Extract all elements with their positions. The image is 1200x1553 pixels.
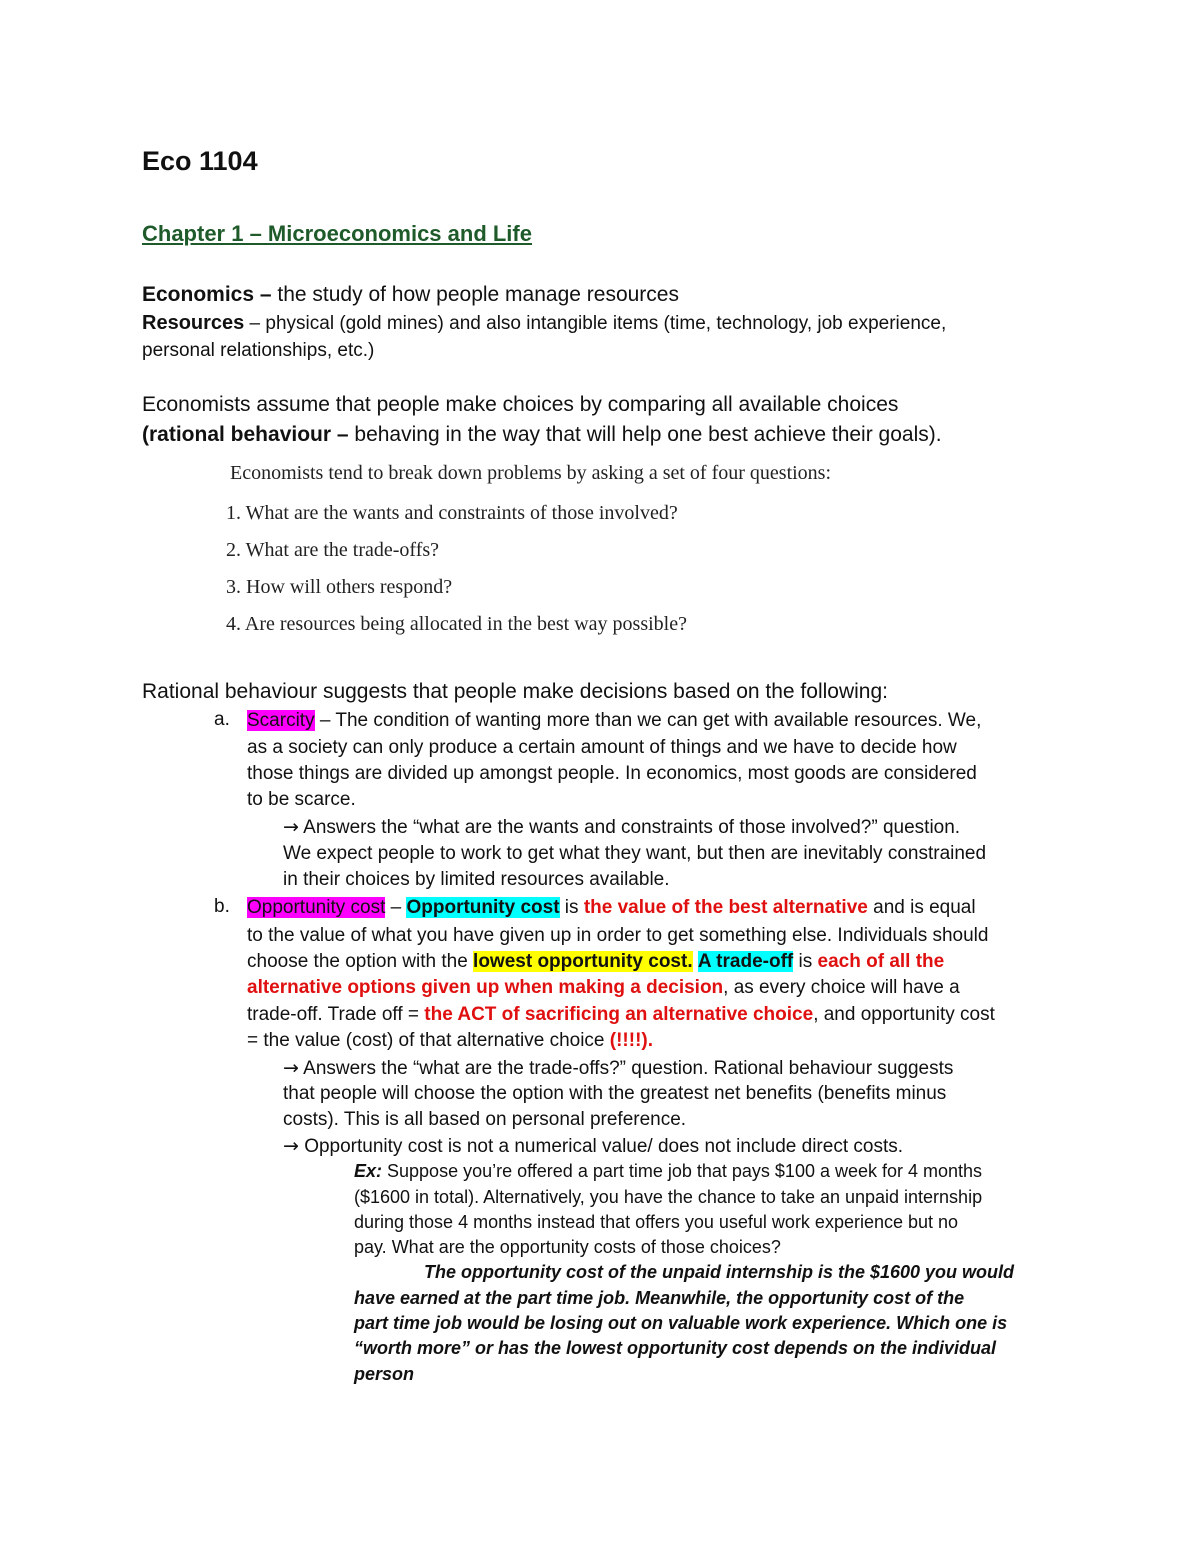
chapter-heading: Chapter 1 – Microeconomics and Life xyxy=(142,221,532,246)
opportunity-line-1 xyxy=(247,895,976,921)
is-text: is xyxy=(559,897,584,918)
answer-line-1: The opportunity cost of the unpaid internship is the $1600 you would xyxy=(424,1262,1015,1282)
example-line-3: during those 4 months instead that offers you useful work experience but no xyxy=(354,1212,959,1232)
choose-text: choose the option with the xyxy=(247,951,474,972)
question-item: 1. What are the wants and constraints of those involved? xyxy=(226,502,678,524)
question-item: 3. How will others respond? xyxy=(226,576,453,598)
scarcity-term: Scarcity xyxy=(247,710,315,731)
rational-behaviour-def: behaving in the way that will help one best achieve their goals). xyxy=(354,423,942,446)
example-label: Ex: xyxy=(354,1161,383,1181)
opportunity-line-2: to the value of what you have given up in order to get something else. Individuals should xyxy=(247,925,989,946)
scarcity-line-4: to be scarce. xyxy=(247,789,356,810)
answer-line-4: “worth more” or has the lowest opportunity cost depends on the individual xyxy=(354,1338,997,1358)
scarcity-arrow-note xyxy=(283,814,960,841)
tradeoffs-arrow-text: Answers the “what are the trade-offs?” question. Rational behaviour suggests xyxy=(303,1058,954,1079)
opportunity-line-5 xyxy=(247,1002,995,1028)
example-line-4: pay. What are the opportunity costs of those choices? xyxy=(354,1237,781,1257)
opportunity-arrow-line-3: costs). This is all based on personal preference. xyxy=(283,1109,687,1130)
assumption-line-1: Economists assume that people make choices by comparing all available choices xyxy=(142,393,899,416)
example-line-1 xyxy=(354,1158,982,1184)
arrow-icon: → xyxy=(283,816,299,838)
resources-def-2: personal relationships, etc.) xyxy=(142,340,375,361)
answer-line-5: person xyxy=(354,1364,415,1384)
example-text: Suppose you’re offered a part time job that pays $100 a week for 4 months xyxy=(382,1161,983,1181)
resources-definition xyxy=(142,310,946,337)
act-of-sacrificing-text: the ACT of sacrificing an alternative choice xyxy=(424,1004,814,1025)
page-title: Eco 1104 xyxy=(142,146,258,176)
best-alternative-text: the value of the best alternative xyxy=(583,897,868,918)
list-letter-a: a. xyxy=(214,709,230,730)
value-cost-text: = the value (cost) of that alternative choice xyxy=(247,1030,610,1051)
resources-def-1: – physical (gold mines) and also intangible items (time, technology, job experience, xyxy=(244,313,947,334)
scarcity-arrow-line-2: We expect people to work to get what they want, but then are inevitably constrained xyxy=(283,843,987,864)
dash: – xyxy=(385,897,407,918)
scarcity-arrow-line-3: in their choices by limited resources available. xyxy=(283,869,670,890)
arrow-icon: → xyxy=(283,1057,299,1079)
answer-line-3: part time job would be losing out on valuable work experience. Which one is xyxy=(354,1313,1008,1333)
example-line-2: ($1600 in total). Alternatively, you have the chance to take an unpaid internship xyxy=(354,1187,983,1207)
every-choice-text: , as every choice will have a xyxy=(723,977,960,998)
opportunity-cost-highlight: Opportunity cost xyxy=(406,897,560,918)
not-numerical-text: Opportunity cost is not a numerical value/ does not include direct costs. xyxy=(304,1136,904,1157)
scarcity-arrow-text: Answers the “what are the wants and constraints of those involved?” question. xyxy=(303,817,961,838)
question-item: 4. Are resources being allocated in the best way possible? xyxy=(226,613,687,635)
economics-def: the study of how people manage resources xyxy=(277,283,679,306)
questions-intro: Economists tend to break down problems by asking a set of four questions: xyxy=(230,462,832,484)
scarcity-line-1 xyxy=(247,708,981,734)
rational-behaviour-term: (rational behaviour – xyxy=(142,423,355,446)
opportunity-line-3 xyxy=(247,949,944,975)
assumption-line-2 xyxy=(142,420,942,450)
opportunity-line-6 xyxy=(247,1028,653,1054)
opportunity-arrow-line-2: that people will choose the option with the greatest net benefits (benefits minus xyxy=(283,1083,947,1104)
lowest-opportunity-cost-highlight: lowest opportunity cost. xyxy=(473,951,693,972)
economics-definition xyxy=(142,280,679,310)
scarcity-line-3: those things are divided up amongst people. In economics, most goods are considered xyxy=(247,763,977,784)
opportunity-line-4 xyxy=(247,975,960,1001)
answer-line-2: have earned at the part time job. Meanwhile, the opportunity cost of the xyxy=(354,1288,965,1308)
emphasis-text: (!!!!). xyxy=(609,1030,654,1051)
opportunity-cost-term: Opportunity cost xyxy=(247,897,386,918)
economics-term: Economics – xyxy=(142,283,278,306)
alternative-options-text: alternative options given up when making a decision xyxy=(247,977,724,998)
equal-text: and is equal xyxy=(867,897,976,918)
opportunity-arrow-note-1 xyxy=(283,1055,953,1082)
is-text: is xyxy=(793,951,818,972)
arrow-icon: → xyxy=(283,1135,299,1157)
list-letter-b: b. xyxy=(214,896,230,917)
trade-off-highlight: A trade-off xyxy=(697,951,794,972)
opportunity-arrow-note-2 xyxy=(283,1133,903,1160)
and-opportunity-cost-text: , and opportunity cost xyxy=(813,1004,995,1025)
resources-term: Resources xyxy=(142,312,245,334)
scarcity-line-2: as a society can only produce a certain amount of things and we have to decide how xyxy=(247,737,957,758)
trade-off-equals-text: trade-off. Trade off = xyxy=(247,1004,425,1025)
scarcity-text: – The condition of wanting more than we can get with available resources. We, xyxy=(314,710,982,731)
rational-intro: Rational behaviour suggests that people make decisions based on the following: xyxy=(142,680,888,703)
question-item: 2. What are the trade-offs? xyxy=(226,539,440,561)
each-of-all-text: each of all the xyxy=(817,951,945,972)
